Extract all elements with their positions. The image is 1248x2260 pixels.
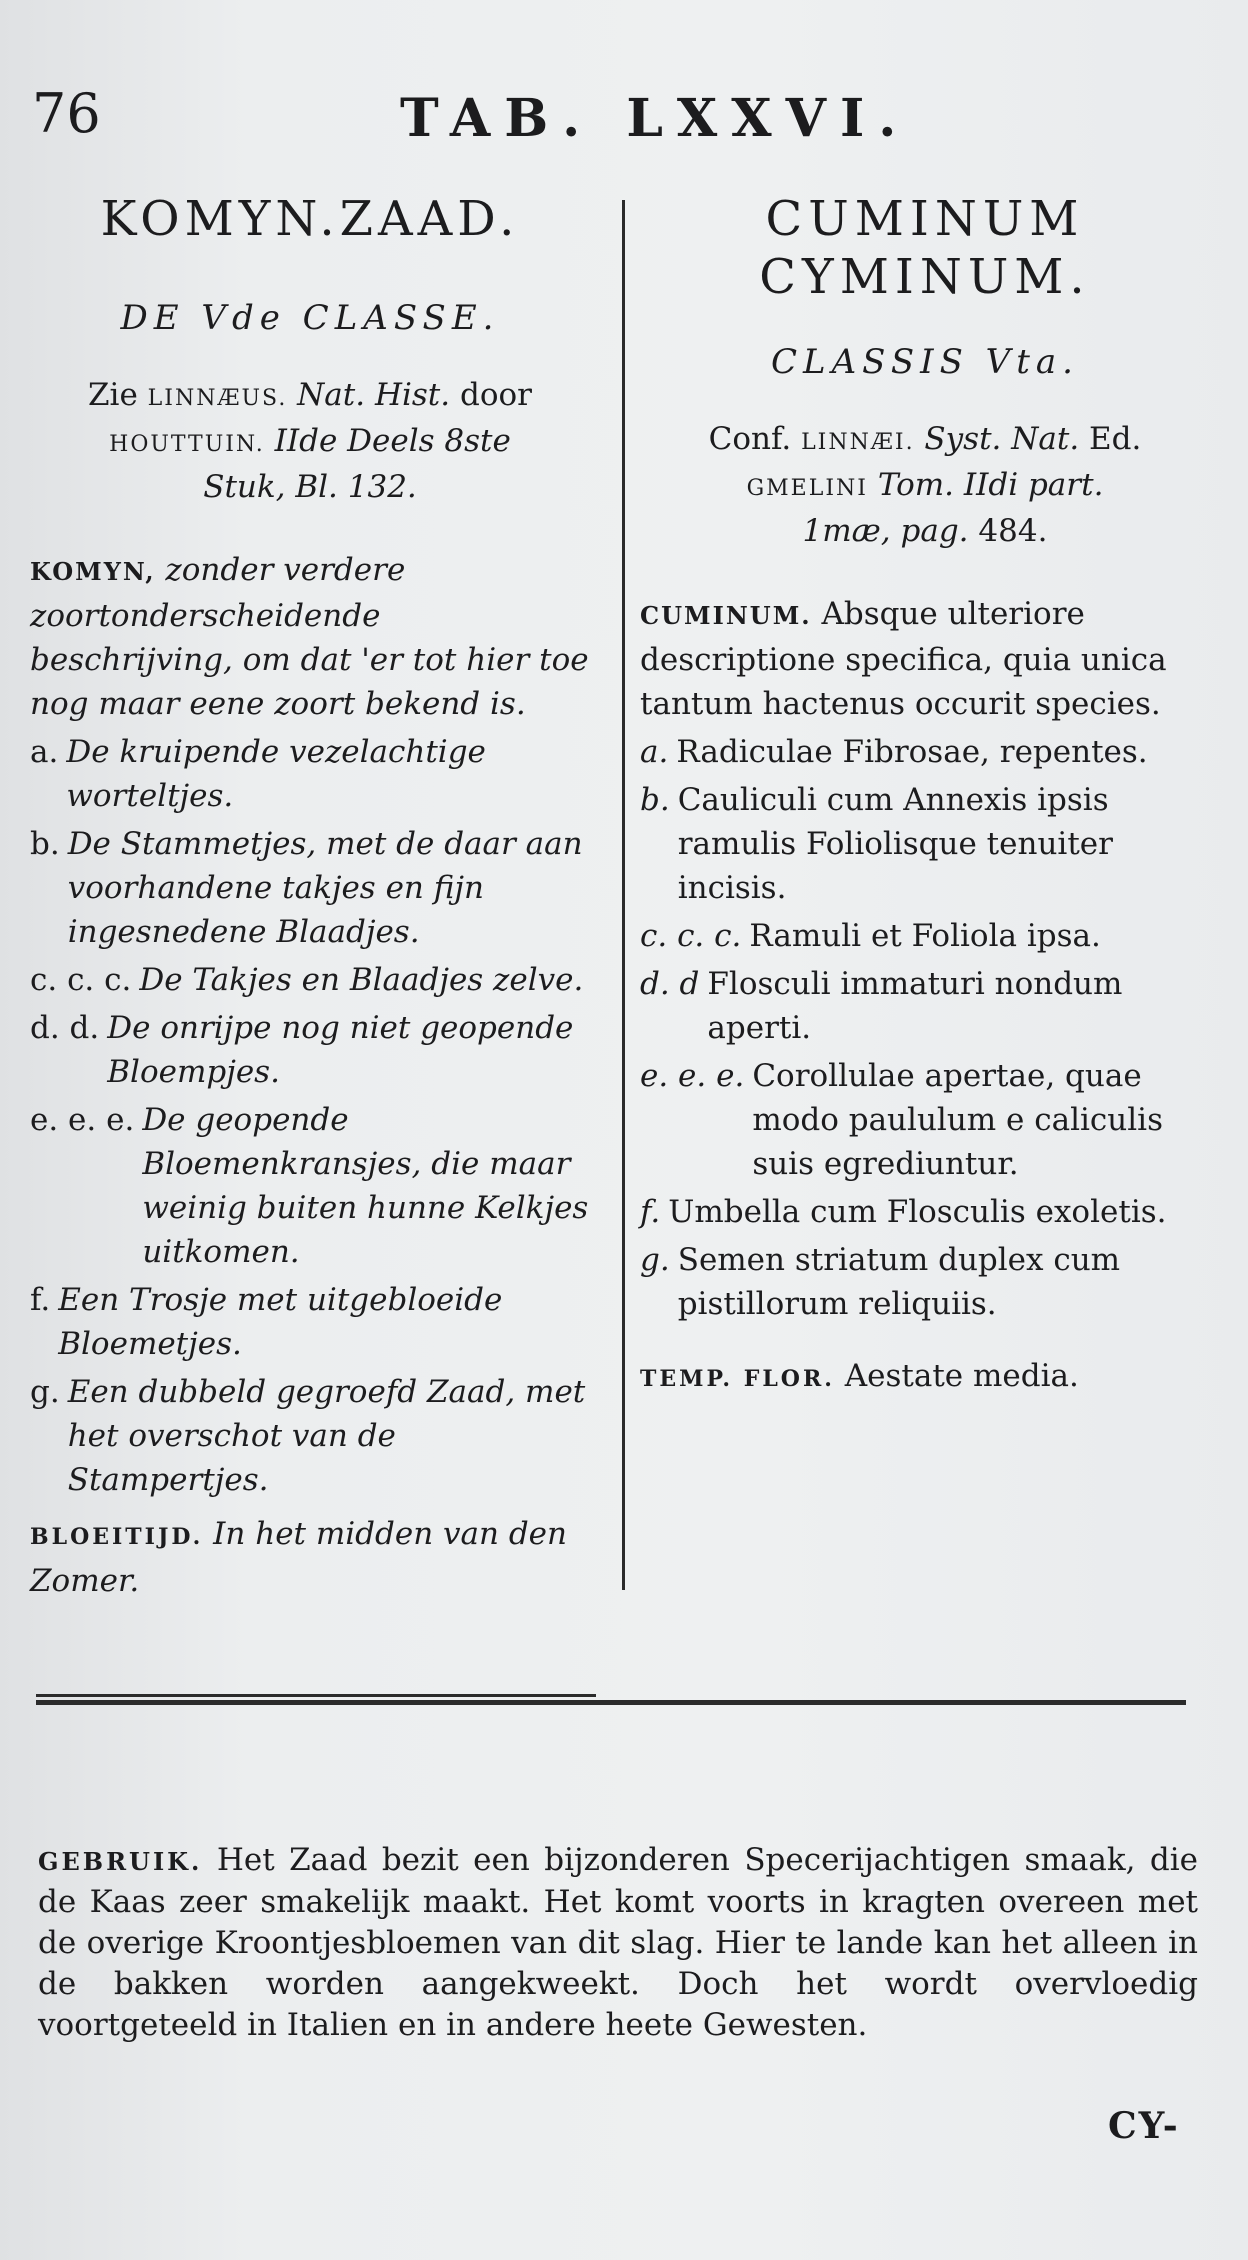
- ref-author: HOUTTUIN.: [109, 432, 265, 457]
- dutch-column: [30, 190, 590, 1603]
- latin-reference: [640, 418, 1210, 552]
- latin-heading-line: CYMINUM.: [759, 249, 1091, 305]
- flowering-time: [640, 1354, 1210, 1401]
- item-key: c. c. c.: [30, 962, 132, 998]
- section-rule: [36, 1694, 596, 1697]
- latin-lead-paragraph: [640, 592, 1210, 726]
- ref-work: Syst. Nat.: [914, 421, 1080, 457]
- ref-text: door: [450, 377, 532, 413]
- list-item: [30, 1278, 590, 1366]
- item-key: a.: [30, 734, 59, 770]
- list-item: [640, 914, 1210, 958]
- ref-author: GMELINI: [746, 476, 868, 501]
- item-text: Corollulae apertae, quae modo paululum e caliculis suis egrediuntur.: [752, 1058, 1163, 1182]
- flowering-value: Aestate media.: [834, 1358, 1079, 1394]
- flowering-label: BLOEITIJD.: [30, 1524, 204, 1550]
- dutch-reference: [30, 374, 590, 508]
- latin-heading: [640, 190, 1210, 306]
- ref-page-number: 484.: [968, 513, 1048, 549]
- dutch-lead-paragraph: [30, 548, 590, 726]
- lead-text: Absque ulteriore descriptione specifica, quia unica tantum hactenus occurit species.: [640, 596, 1167, 722]
- dutch-heading: KOMYN.ZAAD.: [100, 191, 520, 247]
- item-key: d. d: [640, 966, 700, 1002]
- item-text: Cauliculi cum Annexis ipsis ramulis Foliolisque tenuiter incisis.: [677, 782, 1113, 906]
- usage-paragraph: [38, 1840, 1198, 2046]
- list-item: [30, 1006, 590, 1094]
- ref-author: LINNÆI.: [801, 430, 915, 455]
- usage-label: GEBRUIK.: [38, 1847, 203, 1876]
- item-key: f.: [640, 1194, 661, 1230]
- list-item: [30, 1370, 590, 1502]
- item-text: De onrijpe nog niet geopende Bloempjes.: [107, 1010, 574, 1090]
- item-text: Ramuli et Foliola ipsa.: [749, 918, 1101, 954]
- item-text: Een dubbeld gegroefd Zaad, met het overschot van de Stampertjes.: [67, 1374, 586, 1498]
- flowering-label: TEMP. FLOR.: [640, 1366, 835, 1392]
- latin-column: [640, 190, 1210, 1401]
- ref-volume: Tom. IIdi part.: [867, 467, 1104, 503]
- item-text: Semen striatum duplex cum pistillorum reliquiis.: [677, 1242, 1121, 1322]
- plate-title: TAB. LXXVI.: [400, 88, 911, 149]
- list-item: [640, 730, 1210, 774]
- item-text: Een Trosje met uitgebloeide Bloemetjes.: [58, 1282, 503, 1362]
- list-item: [30, 1098, 590, 1274]
- dutch-description: [30, 548, 590, 1603]
- ref-author: LINNÆUS.: [147, 386, 288, 411]
- ref-volume: IIde Deels 8ste: [264, 423, 511, 459]
- genus-name: CUMINUM.: [640, 601, 812, 630]
- item-key: e. e. e.: [30, 1102, 135, 1138]
- item-key: e. e. e.: [640, 1058, 745, 1094]
- list-item: [640, 1054, 1210, 1186]
- list-item: [640, 1238, 1210, 1326]
- ref-text: Zie: [88, 377, 148, 413]
- ref-text: Conf.: [708, 421, 802, 457]
- lead-text: zonder verdere zoortonderscheidende beschrijving, om dat 'er tot hier toe nog maar eene zoort bekend is.: [30, 552, 589, 722]
- item-key: a.: [640, 734, 669, 770]
- list-item: [30, 822, 590, 954]
- item-key: b.: [30, 826, 60, 862]
- page-number: 76: [32, 82, 101, 145]
- genus-name: KOMYN,: [30, 557, 156, 586]
- list-item: [640, 1190, 1210, 1234]
- item-text: Flosculi immaturi nondum aperti.: [707, 966, 1123, 1046]
- ref-page: Stuk, Bl. 132.: [203, 469, 417, 505]
- item-text: Umbella cum Flosculis exoletis.: [668, 1194, 1167, 1230]
- list-item: [640, 962, 1210, 1050]
- catchword: CY-: [1108, 2105, 1180, 2147]
- usage-text: Het Zaad bezit een bijzonderen Specerijachtigen smaak, die de Kaas zeer smakelijk maakt. Het komt voorts in kragten overeen met de overige Kroontjesbloemen van dit slag. Hier te lande kan het alleen in de bakken worden aangekweekt. Doch het wordt overvloedig voortgeteeld in Italien en in andere heete Gewesten.: [38, 1842, 1198, 2043]
- latin-class: CLASSIS Vta.: [771, 342, 1079, 382]
- item-key: f.: [30, 1282, 51, 1318]
- list-item: [30, 958, 590, 1002]
- ref-text: Ed.: [1079, 421, 1142, 457]
- item-text: De Stammetjes, met de daar aan voorhandene takjes en fijn ingesnedene Blaadjes.: [67, 826, 583, 950]
- item-text: De Takjes en Blaadjes zelve.: [139, 962, 584, 998]
- dutch-class: DE Vde CLASSE.: [120, 298, 500, 338]
- item-key: b.: [640, 782, 670, 818]
- item-key: d. d.: [30, 1010, 100, 1046]
- flowering-time: [30, 1512, 590, 1603]
- latin-heading-line: CUMINUM: [765, 191, 1085, 247]
- item-text: Radiculae Fibrosae, repentes.: [676, 734, 1148, 770]
- item-text: De kruipende vezelachtige worteltjes.: [66, 734, 486, 814]
- item-key: g.: [640, 1242, 670, 1278]
- list-item: [640, 778, 1210, 910]
- ref-work: Nat. Hist.: [287, 377, 451, 413]
- item-key: c. c. c.: [640, 918, 742, 954]
- latin-description: [640, 592, 1210, 1401]
- list-item: [30, 730, 590, 818]
- ref-page: 1mæ, pag.: [802, 513, 969, 549]
- section-rule: [36, 1700, 1186, 1705]
- item-text: De geopende Bloemenkransjes, die maar weinig buiten hunne Kelkjes uitkomen.: [142, 1102, 589, 1270]
- column-divider: [622, 200, 625, 1590]
- flowering-value: In het midden van den Zomer.: [30, 1516, 567, 1599]
- item-key: g.: [30, 1374, 60, 1410]
